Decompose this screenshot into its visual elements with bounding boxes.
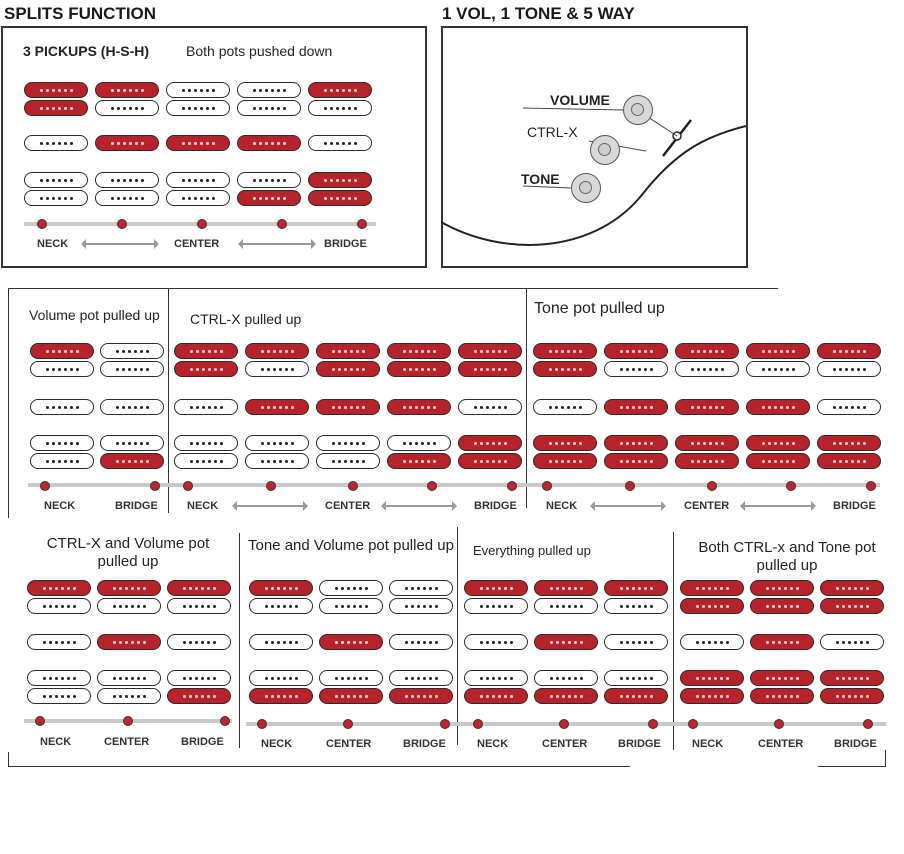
- ctrlx_up-humbucker-bridge-bottom-2: [245, 453, 309, 469]
- tone_volume_up-single-coil-3: [389, 634, 453, 650]
- bottom-row-bottom-border: [8, 766, 630, 767]
- middle-row-left-border: [8, 288, 9, 518]
- ctrlx_up-single-coil-5: [458, 399, 522, 415]
- volume_up-humbucker-bridge-top-1: [30, 435, 94, 451]
- tone_up-humbucker-neck-top-4: [746, 343, 810, 359]
- ctrlx_tone_up-single-coil-3: [820, 634, 884, 650]
- ctrlx_volume_up-humbucker-bridge-bottom-3: [167, 688, 231, 704]
- ct-neck-label: NECK: [692, 738, 724, 750]
- base-humbucker-neck-top-4: [237, 82, 301, 98]
- everything_up-humbucker-neck-bottom-3: [604, 598, 668, 614]
- bottom-right-border: [885, 750, 886, 766]
- base-humbucker-neck-top-3: [166, 82, 230, 98]
- everything_up-humbucker-bridge-bottom-1: [464, 688, 528, 704]
- tone_volume_up-humbucker-bridge-top-2: [319, 670, 383, 686]
- ctrlx_up-humbucker-bridge-bottom-1: [174, 453, 238, 469]
- tone_up-selector-position-1: [542, 481, 552, 491]
- ctrlx_up-single-coil-2: [245, 399, 309, 415]
- divider-volume-ctrlx: [168, 288, 169, 513]
- ctrlx_up-humbucker-bridge-top-5: [458, 435, 522, 451]
- tone_up-humbucker-bridge-bottom-5: [817, 453, 881, 469]
- ctrlx_tone_up-humbucker-bridge-bottom-3: [820, 688, 884, 704]
- ctrlx_tone_up-single-coil-1: [680, 634, 744, 650]
- volume_up-single-coil-2: [100, 399, 164, 415]
- ctrlx_up-humbucker-neck-bottom-3: [316, 361, 380, 377]
- ctrlx_up-selector-position-4: [427, 481, 437, 491]
- tone-up-center-label: CENTER: [684, 500, 730, 512]
- base-single-coil-1: [24, 135, 88, 151]
- tone_up-single-coil-4: [746, 399, 810, 415]
- tone_volume_up-selector-position-3: [440, 719, 450, 729]
- splits-function-title: SPLITS FUNCTION: [4, 4, 157, 23]
- ctrlx-up-neck-label: NECK: [187, 500, 219, 512]
- base-humbucker-bridge-top-4: [237, 172, 301, 188]
- base-selector-position-2: [117, 219, 127, 229]
- ctrlx_up-humbucker-bridge-top-3: [316, 435, 380, 451]
- ctrlx_tone_up-humbucker-bridge-bottom-1: [680, 688, 744, 704]
- base-humbucker-neck-bottom-2: [95, 100, 159, 116]
- ctrlx_up-humbucker-bridge-bottom-4: [387, 453, 451, 469]
- volume-knob: [623, 95, 653, 125]
- base-humbucker-bridge-bottom-3: [166, 190, 230, 206]
- everything_up-humbucker-bridge-top-2: [534, 670, 598, 686]
- base-caption: Both pots pushed down: [186, 43, 333, 59]
- volume-up-caption: Volume pot pulled up: [29, 307, 160, 323]
- eu-center-label: CENTER: [542, 738, 588, 750]
- tone_up-humbucker-neck-bottom-3: [675, 361, 739, 377]
- ctrlx_tone_up-humbucker-bridge-bottom-2: [750, 688, 814, 704]
- divider-bottom-2: [457, 527, 458, 745]
- ctrlx_volume_up-selector-position-1: [35, 716, 45, 726]
- ctrlx_tone_up-single-coil-2: [750, 634, 814, 650]
- ctrlx_volume_up-humbucker-bridge-top-1: [27, 670, 91, 686]
- tone_up-humbucker-neck-bottom-5: [817, 361, 881, 377]
- ctrlx_up-single-coil-3: [316, 399, 380, 415]
- tone_up-humbucker-neck-top-1: [533, 343, 597, 359]
- ctrlx_up-humbucker-bridge-top-2: [245, 435, 309, 451]
- everything_up-selector-position-3: [648, 719, 658, 729]
- ctrlx_volume_up-single-coil-1: [27, 634, 91, 650]
- everything_up-selector-position-2: [559, 719, 569, 729]
- tone_up-single-coil-2: [604, 399, 668, 415]
- tone_volume_up-single-coil-1: [249, 634, 313, 650]
- tone_up-humbucker-bridge-bottom-2: [604, 453, 668, 469]
- tv-bridge-label: BRIDGE: [403, 738, 446, 750]
- divider-bottom-3: [673, 532, 674, 750]
- ctrlx-tone-up-caption: Both CTRL-x and Tone pot pulled up: [698, 539, 876, 574]
- ctrlx-up-arrow-left: [236, 505, 304, 507]
- base-humbucker-bridge-top-3: [166, 172, 230, 188]
- volume-up-neck-label: NECK: [44, 500, 76, 512]
- ctrlx-up-caption: CTRL-X pulled up: [190, 311, 302, 327]
- cv-neck-label: NECK: [40, 736, 72, 748]
- base-single-coil-4: [237, 135, 301, 151]
- base-humbucker-neck-bottom-1: [24, 100, 88, 116]
- volume_up-humbucker-bridge-top-2: [100, 435, 164, 451]
- tone_up-humbucker-bridge-bottom-3: [675, 453, 739, 469]
- base-humbucker-bridge-top-5: [308, 172, 372, 188]
- ct-bridge-label: BRIDGE: [834, 738, 877, 750]
- ctrlx_up-humbucker-neck-top-3: [316, 343, 380, 359]
- tone-volume-up-caption: Tone and Volume pot pulled up: [248, 537, 454, 554]
- ctrlx_up-selector-position-5: [507, 481, 517, 491]
- base-humbucker-neck-top-5: [308, 82, 372, 98]
- everything_up-humbucker-neck-bottom-2: [534, 598, 598, 614]
- base-selector-position-1: [37, 219, 47, 229]
- base-humbucker-neck-bottom-3: [166, 100, 230, 116]
- tone_up-single-coil-5: [817, 399, 881, 415]
- tone_up-selector-position-2: [625, 481, 635, 491]
- eu-bridge-label: BRIDGE: [618, 738, 661, 750]
- ctrlx_tone_up-humbucker-bridge-top-2: [750, 670, 814, 686]
- ctrlx_volume_up-humbucker-bridge-bottom-1: [27, 688, 91, 704]
- ctrlx_up-humbucker-bridge-top-1: [174, 435, 238, 451]
- ctrlx_up-humbucker-bridge-top-4: [387, 435, 451, 451]
- ctrlx_up-humbucker-bridge-bottom-3: [316, 453, 380, 469]
- base-single-coil-5: [308, 135, 372, 151]
- tone_up-humbucker-bridge-top-1: [533, 435, 597, 451]
- ctrlx_up-selector-position-2: [266, 481, 276, 491]
- ctrlx_up-single-coil-4: [387, 399, 451, 415]
- tone_up-humbucker-neck-top-2: [604, 343, 668, 359]
- everything_up-humbucker-bridge-bottom-3: [604, 688, 668, 704]
- ctrlx-volume-up-caption: CTRL-X and Volume pot pulled up: [46, 535, 210, 570]
- ctrlx_tone_up-humbucker-neck-top-2: [750, 580, 814, 596]
- cv-center-label: CENTER: [104, 736, 150, 748]
- pickup-config-label: 3 PICKUPS (H-S-H): [23, 43, 150, 59]
- tone_volume_up-humbucker-bridge-top-3: [389, 670, 453, 686]
- tone_volume_up-selector-position-2: [343, 719, 353, 729]
- ctrlx_volume_up-humbucker-bridge-bottom-2: [97, 688, 161, 704]
- volume-up-bridge-label: BRIDGE: [115, 500, 158, 512]
- ctrlx_volume_up-humbucker-neck-bottom-3: [167, 598, 231, 614]
- everything_up-selector-position-1: [473, 719, 483, 729]
- tone_volume_up-humbucker-bridge-bottom-2: [319, 688, 383, 704]
- ctrlx_up-humbucker-neck-top-4: [387, 343, 451, 359]
- ctrlx_volume_up-humbucker-neck-bottom-2: [97, 598, 161, 614]
- base-humbucker-bridge-top-1: [24, 172, 88, 188]
- volume-label: VOLUME: [550, 92, 610, 108]
- tone_volume_up-humbucker-neck-bottom-3: [389, 598, 453, 614]
- divider-bottom-1: [239, 533, 240, 748]
- ctrlx_up-humbucker-neck-top-1: [174, 343, 238, 359]
- bottom-left-border: [8, 752, 9, 767]
- ctrlx_volume_up-humbucker-neck-top-3: [167, 580, 231, 596]
- base-humbucker-neck-bottom-4: [237, 100, 301, 116]
- tone_up-humbucker-neck-top-5: [817, 343, 881, 359]
- tone_volume_up-humbucker-bridge-bottom-1: [249, 688, 313, 704]
- ctrlx_up-selector-position-3: [348, 481, 358, 491]
- ctrlx_volume_up-humbucker-neck-top-2: [97, 580, 161, 596]
- ctrlx_up-humbucker-bridge-bottom-5: [458, 453, 522, 469]
- volume_up-single-coil-1: [30, 399, 94, 415]
- ctrlx_up-humbucker-neck-bottom-5: [458, 361, 522, 377]
- everything_up-single-coil-3: [604, 634, 668, 650]
- everything_up-humbucker-neck-top-2: [534, 580, 598, 596]
- ctrlx_volume_up-humbucker-bridge-top-3: [167, 670, 231, 686]
- tone_up-humbucker-bridge-bottom-1: [533, 453, 597, 469]
- tone_up-humbucker-neck-bottom-2: [604, 361, 668, 377]
- base-humbucker-neck-bottom-5: [308, 100, 372, 116]
- tone_up-humbucker-neck-bottom-4: [746, 361, 810, 377]
- volume_up-humbucker-neck-top-2: [100, 343, 164, 359]
- volume_up-humbucker-neck-bottom-2: [100, 361, 164, 377]
- ctrlx_volume_up-humbucker-bridge-top-2: [97, 670, 161, 686]
- everything_up-humbucker-neck-bottom-1: [464, 598, 528, 614]
- divider-ctrlx-tone: [526, 288, 527, 508]
- ctrlx_tone_up-humbucker-neck-bottom-2: [750, 598, 814, 614]
- everything_up-single-coil-1: [464, 634, 528, 650]
- tone_up-humbucker-neck-bottom-1: [533, 361, 597, 377]
- tone_volume_up-humbucker-neck-top-3: [389, 580, 453, 596]
- base-arrow-left: [85, 243, 155, 245]
- ctrlx_tone_up-selector-position-3: [863, 719, 873, 729]
- tv-neck-label: NECK: [261, 738, 293, 750]
- ctrlx_volume_up-selector-position-3: [220, 716, 230, 726]
- tone_up-selector-position-3: [707, 481, 717, 491]
- ctrlx_volume_up-humbucker-neck-bottom-1: [27, 598, 91, 614]
- base-neck-label: NECK: [37, 238, 69, 250]
- base-selector-position-5: [357, 219, 367, 229]
- tone_up-humbucker-bridge-top-2: [604, 435, 668, 451]
- tone_volume_up-humbucker-bridge-top-1: [249, 670, 313, 686]
- ctrlx_up-humbucker-neck-top-2: [245, 343, 309, 359]
- tone_up-selector-position-4: [786, 481, 796, 491]
- wiring-title: 1 VOL, 1 TONE & 5 WAY: [442, 4, 635, 23]
- base-arrow-right: [242, 243, 312, 245]
- base-single-coil-2: [95, 135, 159, 151]
- base-humbucker-bridge-bottom-1: [24, 190, 88, 206]
- base-humbucker-neck-top-1: [24, 82, 88, 98]
- ctrlx-up-center-label: CENTER: [325, 500, 371, 512]
- base-humbucker-bridge-bottom-5: [308, 190, 372, 206]
- tone-up-caption: Tone pot pulled up: [534, 300, 665, 317]
- ctrlx_tone_up-selector-position-1: [688, 719, 698, 729]
- everything_up-humbucker-neck-top-3: [604, 580, 668, 596]
- ctrlx_tone_up-humbucker-neck-bottom-3: [820, 598, 884, 614]
- tone_up-humbucker-bridge-top-3: [675, 435, 739, 451]
- ctrlx-up-arrow-right: [385, 505, 453, 507]
- tone-up-bridge-label: BRIDGE: [833, 500, 876, 512]
- base-humbucker-bridge-top-2: [95, 172, 159, 188]
- everything_up-humbucker-bridge-bottom-2: [534, 688, 598, 704]
- ctrlx_volume_up-single-coil-3: [167, 634, 231, 650]
- ctrlx-up-bridge-label: BRIDGE: [474, 500, 517, 512]
- ctrlx_volume_up-single-coil-2: [97, 634, 161, 650]
- ctrlx_up-single-coil-1: [174, 399, 238, 415]
- volume_up-selector-position-2: [150, 481, 160, 491]
- tone_up-single-coil-1: [533, 399, 597, 415]
- ctrlx_up-humbucker-neck-bottom-1: [174, 361, 238, 377]
- tone_up-humbucker-bridge-top-5: [817, 435, 881, 451]
- volume_up-humbucker-neck-bottom-1: [30, 361, 94, 377]
- everything-up-caption: Everything pulled up: [473, 543, 591, 558]
- tone_volume_up-humbucker-neck-bottom-1: [249, 598, 313, 614]
- ctrlx_volume_up-humbucker-neck-top-1: [27, 580, 91, 596]
- middle-row-top-border: [8, 288, 778, 289]
- base-humbucker-bridge-bottom-2: [95, 190, 159, 206]
- ctrlx_tone_up-selector-position-2: [774, 719, 784, 729]
- eu-neck-label: NECK: [477, 738, 509, 750]
- base-humbucker-bridge-bottom-4: [237, 190, 301, 206]
- base-selector-position-4: [277, 219, 287, 229]
- tone-up-arrow-right: [744, 505, 812, 507]
- tone-up-arrow-left: [594, 505, 662, 507]
- ctrlx_tone_up-humbucker-neck-top-1: [680, 580, 744, 596]
- ctrlx_tone_up-humbucker-neck-top-3: [820, 580, 884, 596]
- base-selector-position-3: [197, 219, 207, 229]
- ctrlx_tone_up-humbucker-bridge-top-3: [820, 670, 884, 686]
- everything_up-single-coil-2: [534, 634, 598, 650]
- volume_up-selector-position-1: [40, 481, 50, 491]
- cv-bridge-label: BRIDGE: [181, 736, 224, 748]
- tone_volume_up-selector-position-1: [257, 719, 267, 729]
- base-single-coil-3: [166, 135, 230, 151]
- ctrl-x-label: CTRL-X: [527, 124, 578, 140]
- ct-center-label: CENTER: [758, 738, 804, 750]
- tv-center-label: CENTER: [326, 738, 372, 750]
- tone_up-humbucker-bridge-bottom-4: [746, 453, 810, 469]
- tone-label: TONE: [521, 171, 560, 187]
- base-center-label: CENTER: [174, 238, 220, 250]
- tone_volume_up-humbucker-bridge-bottom-3: [389, 688, 453, 704]
- volume_up-humbucker-bridge-bottom-2: [100, 453, 164, 469]
- ctrlx_up-selector-position-1: [183, 481, 193, 491]
- everything_up-humbucker-bridge-top-3: [604, 670, 668, 686]
- tone_up-humbucker-neck-top-3: [675, 343, 739, 359]
- tone_up-humbucker-bridge-top-4: [746, 435, 810, 451]
- base-bridge-label: BRIDGE: [324, 238, 367, 250]
- ctrlx_tone_up-humbucker-bridge-top-1: [680, 670, 744, 686]
- everything_up-humbucker-bridge-top-1: [464, 670, 528, 686]
- ctrlx_up-humbucker-neck-bottom-2: [245, 361, 309, 377]
- tone_up-selector-position-5: [866, 481, 876, 491]
- tone_volume_up-single-coil-2: [319, 634, 383, 650]
- ctrlx_up-humbucker-neck-top-5: [458, 343, 522, 359]
- tone-up-neck-label: NECK: [546, 500, 578, 512]
- ctrlx_up-humbucker-neck-bottom-4: [387, 361, 451, 377]
- tone_up-single-coil-3: [675, 399, 739, 415]
- tone_volume_up-humbucker-neck-bottom-2: [319, 598, 383, 614]
- base-humbucker-neck-top-2: [95, 82, 159, 98]
- ctrlx_volume_up-selector-position-2: [123, 716, 133, 726]
- ctrl-x-knob: [590, 135, 620, 165]
- everything_up-humbucker-neck-top-1: [464, 580, 528, 596]
- tone_volume_up-humbucker-neck-top-1: [249, 580, 313, 596]
- tone_volume_up-humbucker-neck-top-2: [319, 580, 383, 596]
- bottom-right-border-foot: [818, 766, 886, 767]
- volume_up-humbucker-bridge-bottom-1: [30, 453, 94, 469]
- ctrlx_tone_up-humbucker-neck-bottom-1: [680, 598, 744, 614]
- volume_up-humbucker-neck-top-1: [30, 343, 94, 359]
- tone-knob: [571, 173, 601, 203]
